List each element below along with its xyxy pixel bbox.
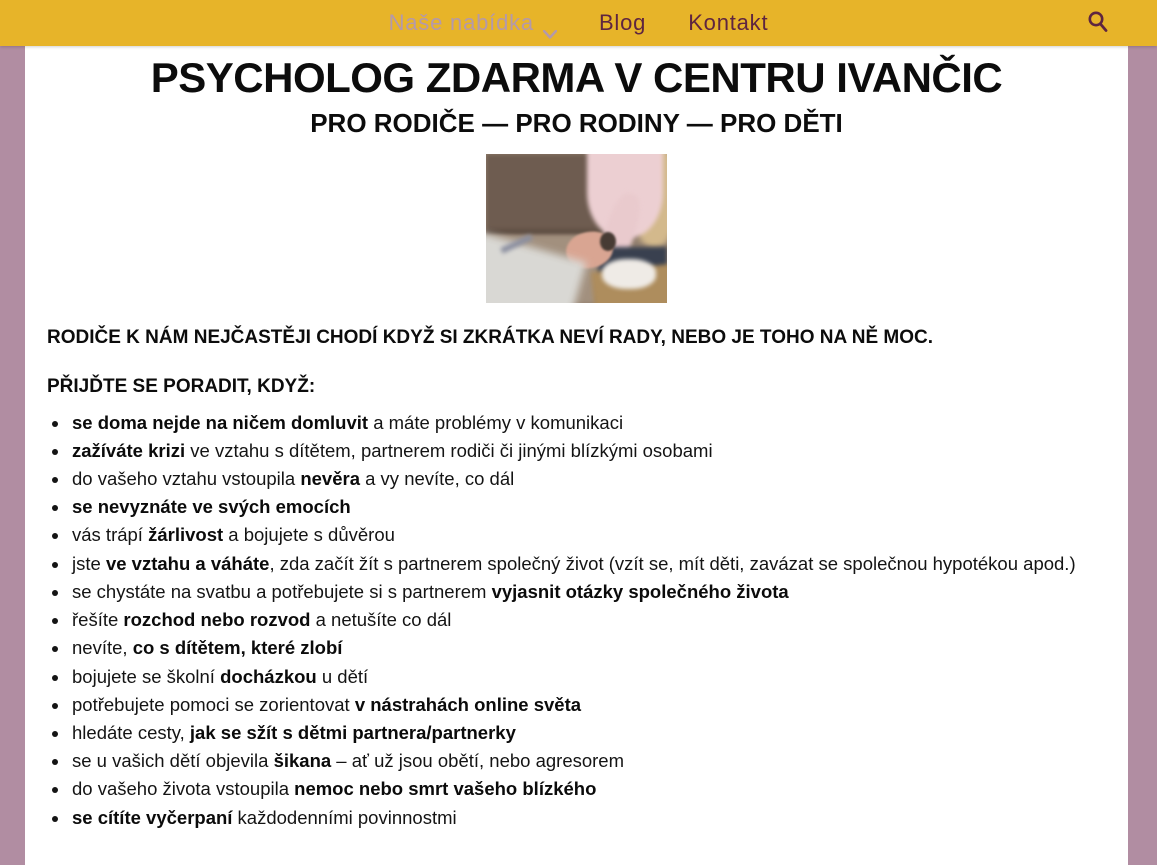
- list-item: • se cítíte vyčerpaní každodenními povinnostmi: [70, 804, 1106, 832]
- nav-item-label: Naše nabídka: [388, 10, 534, 35]
- list-item: • do vašeho vztahu vstoupila nevěra a vy nevíte, co dál: [70, 465, 1106, 493]
- list-item: • řešíte rozchod nebo rozvod a netušíte co dál: [70, 606, 1106, 634]
- page-subtitle: PRO RODIČE — PRO RODINY — PRO DĚTI: [310, 108, 843, 139]
- nav-item-kontakt[interactable]: [688, 10, 768, 36]
- photo-tissue-box: [602, 259, 656, 289]
- intro-statement: RODIČE K NÁM NEJČASTĚJI CHODÍ KDYŽ SI ZKRÁTKA NEVÍ RADY, NEBO JE TOHO NA NĚ MOC.: [47, 327, 934, 349]
- nav-item-nase-nabidka[interactable]: [389, 10, 557, 36]
- list-item: • potřebujete pomoci se zorientovat v nástrahách online světa: [70, 691, 1106, 719]
- search-icon: [1085, 9, 1111, 38]
- nav-item-label: Kontakt: [688, 10, 769, 35]
- list-item: • hledáte cesty, jak se sžít s dětmi partnera/partnerky: [70, 719, 1106, 747]
- page-title: PSYCHOLOG ZDARMA V CENTRU IVANČIC: [150, 54, 1003, 101]
- list-item: • vás trápí žárlivost a bojujete s důvěrou: [70, 521, 1106, 549]
- list-item: • bojujete se školní docházkou u dětí: [70, 663, 1106, 691]
- nav-item-label: Blog: [598, 10, 647, 35]
- list-item: • se u vašich dětí objevila šikana – ať už jsou obětí, nebo agresorem: [70, 747, 1106, 775]
- reasons-list: [47, 409, 1106, 832]
- list-item: • jste ve vztahu a váháte, zda začít žít s partnerem společný život (vzít se, mít děti, zavázat se společnou hypotékou apod.): [70, 550, 1106, 578]
- list-item: • se chystáte na svatbu a potřebujete si s partnerem vyjasnit otázky společného života: [70, 578, 1106, 606]
- chevron-down-icon: [543, 19, 557, 28]
- list-heading: PŘIJĎTE SE PORADIT, KDYŽ:: [47, 376, 316, 398]
- content-area: [25, 46, 1128, 865]
- list-item: • se doma nejde na ničem domluvit a máte problémy v komunikaci: [70, 409, 1106, 437]
- nav-item-blog[interactable]: [599, 10, 646, 36]
- search-button[interactable]: [1083, 8, 1113, 38]
- list-item: • do vašeho života vstoupila nemoc nebo smrt vašeho blízkého: [70, 775, 1106, 803]
- list-item: • se nevyznáte ve svých emocích: [70, 493, 1106, 521]
- list-item: • zažíváte krizi ve vztahu s dítětem, partnerem rodiči či jinými blízkými osobami: [70, 437, 1106, 465]
- therapy-session-photo: [486, 154, 667, 303]
- main-menu: [389, 10, 769, 36]
- list-item: • nevíte, co s dítětem, které zlobí: [70, 634, 1106, 662]
- top-navbar: [0, 0, 1157, 46]
